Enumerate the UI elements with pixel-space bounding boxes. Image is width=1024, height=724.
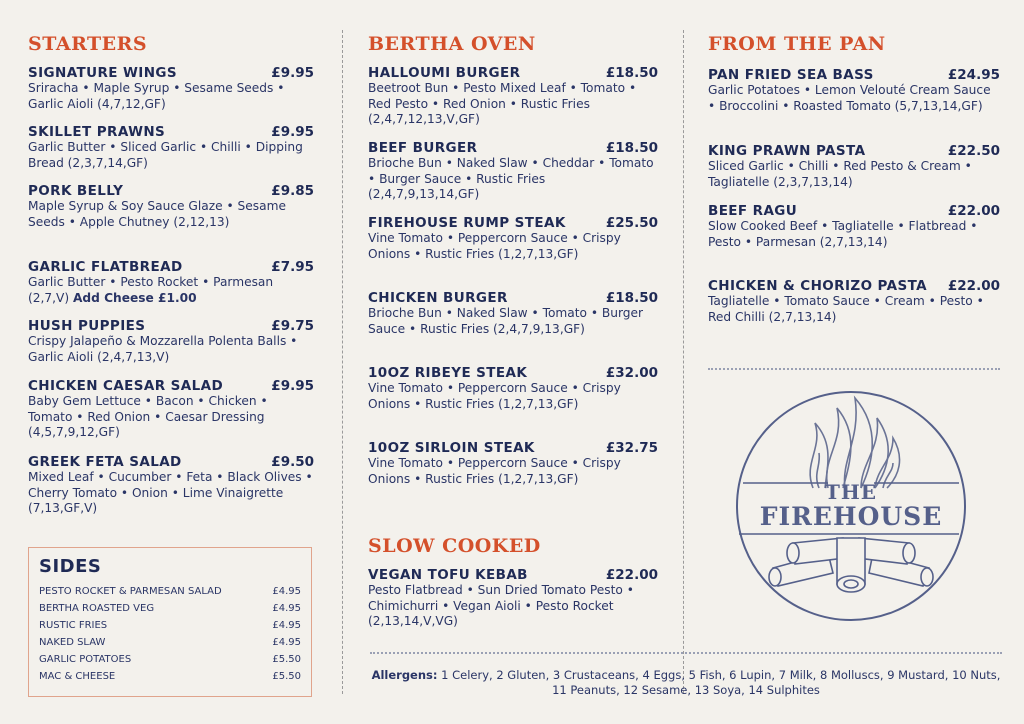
- item-price: £25.50: [605, 215, 658, 231]
- sides-heading: SIDES: [39, 556, 102, 577]
- item-price: £9.50: [271, 454, 314, 470]
- item-price: £22.50: [947, 143, 1000, 159]
- side-item: [39, 586, 301, 597]
- allergens-label: Allergens:: [371, 668, 438, 682]
- item-name: SIGNATURE WINGS: [28, 65, 178, 81]
- menu-item: [28, 124, 314, 171]
- item-name: KING PRAWN PASTA: [708, 143, 866, 159]
- item-description: Slow Cooked Beef • Tagliatelle • Flatbread • Pesto • Parmesan (2,7,13,14): [708, 219, 978, 249]
- menu-item: [28, 183, 314, 230]
- item-name: CHICKEN BURGER: [368, 290, 508, 306]
- item-price: £22.00: [605, 567, 658, 583]
- item-description: Brioche Bun • Naked Slaw • Tomato • Burger Sauce • Rustic Fries (2,4,7,9,13,GF): [368, 306, 644, 336]
- side-item: [39, 637, 301, 648]
- side-name: BERTHA ROASTED VEG: [39, 603, 155, 614]
- item-description: Crispy Jalapeño & Mozzarella Polenta Balls • Garlic Aioli (2,4,7,13,V): [28, 334, 298, 364]
- side-name: MAC & CHEESE: [39, 671, 116, 682]
- item-name: HALLOUMI BURGER: [368, 65, 521, 81]
- column-divider-left: [342, 30, 343, 694]
- item-price: £9.95: [271, 378, 314, 394]
- menu-item: [368, 365, 658, 412]
- side-price: £4.95: [272, 603, 301, 614]
- item-description: Sliced Garlic • Chilli • Red Pesto & Cream • Tagliatelle (2,3,7,13,14): [708, 159, 972, 189]
- side-item: [39, 654, 301, 665]
- sides-box: [28, 547, 312, 697]
- add-cheese-extra: Add Cheese £1.00: [72, 290, 197, 305]
- side-name: RUSTIC FRIES: [39, 620, 108, 631]
- item-price: £9.95: [271, 124, 314, 140]
- item-description: Mixed Leaf • Cucumber • Feta • Black Olives • Cherry Tomato • Onion • Lime Vinaigrette (7,13,GF,V): [28, 470, 313, 516]
- item-name: BEEF RAGU: [708, 203, 798, 219]
- item-price: £7.95: [271, 259, 314, 275]
- item-description: Vine Tomato • Peppercorn Sauce • Crispy Onions • Rustic Fries (1,2,7,13,GF): [368, 456, 621, 486]
- item-description: Garlic Butter • Pesto Rocket • Parmesan (2,7,V): [28, 275, 274, 305]
- item-description: Beetroot Bun • Pesto Mixed Leaf • Tomato • Red Pesto • Red Onion • Rustic Fries (2,4,7,12,13,V,GF): [368, 81, 637, 127]
- side-item: [39, 603, 301, 614]
- menu-item: [28, 259, 314, 306]
- side-name: NAKED SLAW: [39, 637, 106, 648]
- item-description: Maple Syrup & Soy Sauce Glaze • Sesame Seeds • Apple Chutney (2,12,13): [28, 199, 286, 229]
- item-description: Vine Tomato • Peppercorn Sauce • Crispy Onions • Rustic Fries (1,2,7,13,GF): [368, 381, 621, 411]
- item-description: Garlic Potatoes • Lemon Velouté Cream Sauce • Broccolini • Roasted Tomato (5,7,13,14,GF): [708, 83, 991, 113]
- starters-heading: STARTERS: [28, 33, 148, 55]
- item-name: CHICKEN & CHORIZO PASTA: [708, 278, 927, 294]
- item-name: PORK BELLY: [28, 183, 124, 199]
- from-the-pan-heading: FROM THE PAN: [708, 33, 886, 55]
- menu-item: [368, 440, 658, 487]
- allergens-note: [370, 668, 1002, 698]
- item-name: FIREHOUSE RUMP STEAK: [368, 215, 566, 231]
- item-description: Pesto Flatbread • Sun Dried Tomato Pesto • Chimichurri • Vegan Aioli • Pesto Rocket (2,13,14,V,VG): [368, 583, 634, 629]
- item-price: £32.00: [605, 365, 658, 381]
- item-price: £18.50: [605, 65, 658, 81]
- menu-item: [368, 140, 658, 203]
- side-price: £4.95: [272, 637, 301, 648]
- menu-item: [368, 290, 658, 337]
- item-name: HUSH PUPPIES: [28, 318, 146, 334]
- allergens-separator: [370, 652, 1002, 654]
- item-price: £24.95: [947, 67, 1000, 83]
- menu-item: [368, 215, 658, 262]
- firehouse-logo: [733, 388, 969, 624]
- allergens-text: 1 Celery, 2 Gluten, 3 Crustaceans, 4 Eggs, 5 Fish, 6 Lupin, 7 Milk, 8 Molluscs, 9 Mustard, 10 Nuts, 11 Peanuts, 12 Sesame, 13 Soya, 14 Sulphites: [441, 668, 1001, 697]
- item-description: Brioche Bun • Naked Slaw • Cheddar • Tomato • Burger Sauce • Rustic Fries (2,4,7,9,13,14,GF): [368, 156, 654, 202]
- item-description: Garlic Butter • Sliced Garlic • Chilli • Dipping Bread (2,3,7,14,GF): [28, 140, 303, 170]
- menu-item: [368, 65, 658, 128]
- item-name: PAN FRIED SEA BASS: [708, 67, 874, 83]
- item-name: 10OZ RIBEYE STEAK: [368, 365, 528, 381]
- side-name: PESTO ROCKET & PARMESAN SALAD: [39, 586, 222, 597]
- item-price: £32.75: [605, 440, 658, 456]
- menu-item: [28, 318, 314, 365]
- item-name: CHICKEN CAESAR SALAD: [28, 378, 224, 394]
- menu-item: [708, 143, 1000, 190]
- side-item: [39, 620, 301, 631]
- item-description: Tagliatelle • Tomato Sauce • Cream • Pesto • Red Chilli (2,7,13,14): [708, 294, 984, 324]
- item-price: £9.95: [271, 65, 314, 81]
- slow-cooked-heading: SLOW COOKED: [368, 535, 541, 557]
- menu-item: [368, 567, 658, 630]
- menu-item: [708, 67, 1000, 114]
- side-price: £4.95: [272, 620, 301, 631]
- side-name: GARLIC POTATOES: [39, 654, 132, 665]
- item-name: SKILLET PRAWNS: [28, 124, 166, 140]
- item-description: Vine Tomato • Peppercorn Sauce • Crispy Onions • Rustic Fries (1,2,7,13,GF): [368, 231, 621, 261]
- side-item: [39, 671, 301, 682]
- item-name: 10OZ SIRLOIN STEAK: [368, 440, 535, 456]
- item-name: GREEK FETA SALAD: [28, 454, 182, 470]
- logo-firehouse: FIREHOUSE: [759, 502, 943, 531]
- menu-item: [28, 378, 314, 441]
- item-name: GARLIC FLATBREAD: [28, 259, 183, 275]
- menu-item: [708, 203, 1000, 250]
- menu-item: [708, 278, 1000, 325]
- side-price: £5.50: [272, 671, 301, 682]
- item-price: £9.75: [271, 318, 314, 334]
- menu-item: [28, 65, 314, 112]
- item-name: BEEF BURGER: [368, 140, 478, 156]
- logo-the: THE: [824, 480, 878, 504]
- item-price: £22.00: [947, 278, 1000, 294]
- item-price: £18.50: [605, 290, 658, 306]
- side-price: £4.95: [272, 586, 301, 597]
- item-price: £18.50: [605, 140, 658, 156]
- side-price: £5.50: [272, 654, 301, 665]
- item-price: £9.85: [271, 183, 314, 199]
- item-name: VEGAN TOFU KEBAB: [368, 567, 528, 583]
- menu-item: [28, 454, 314, 517]
- column-divider-right: [683, 30, 684, 694]
- item-description: Sriracha • Maple Syrup • Sesame Seeds • Garlic Aioli (4,7,12,GF): [28, 81, 285, 111]
- item-price: £22.00: [947, 203, 1000, 219]
- bertha-oven-heading: BERTHA OVEN: [368, 33, 536, 55]
- item-description: Baby Gem Lettuce • Bacon • Chicken • Tomato • Red Onion • Caesar Dressing (4,5,7,9,12,GF): [28, 394, 268, 440]
- dotted-separator: [708, 368, 1000, 370]
